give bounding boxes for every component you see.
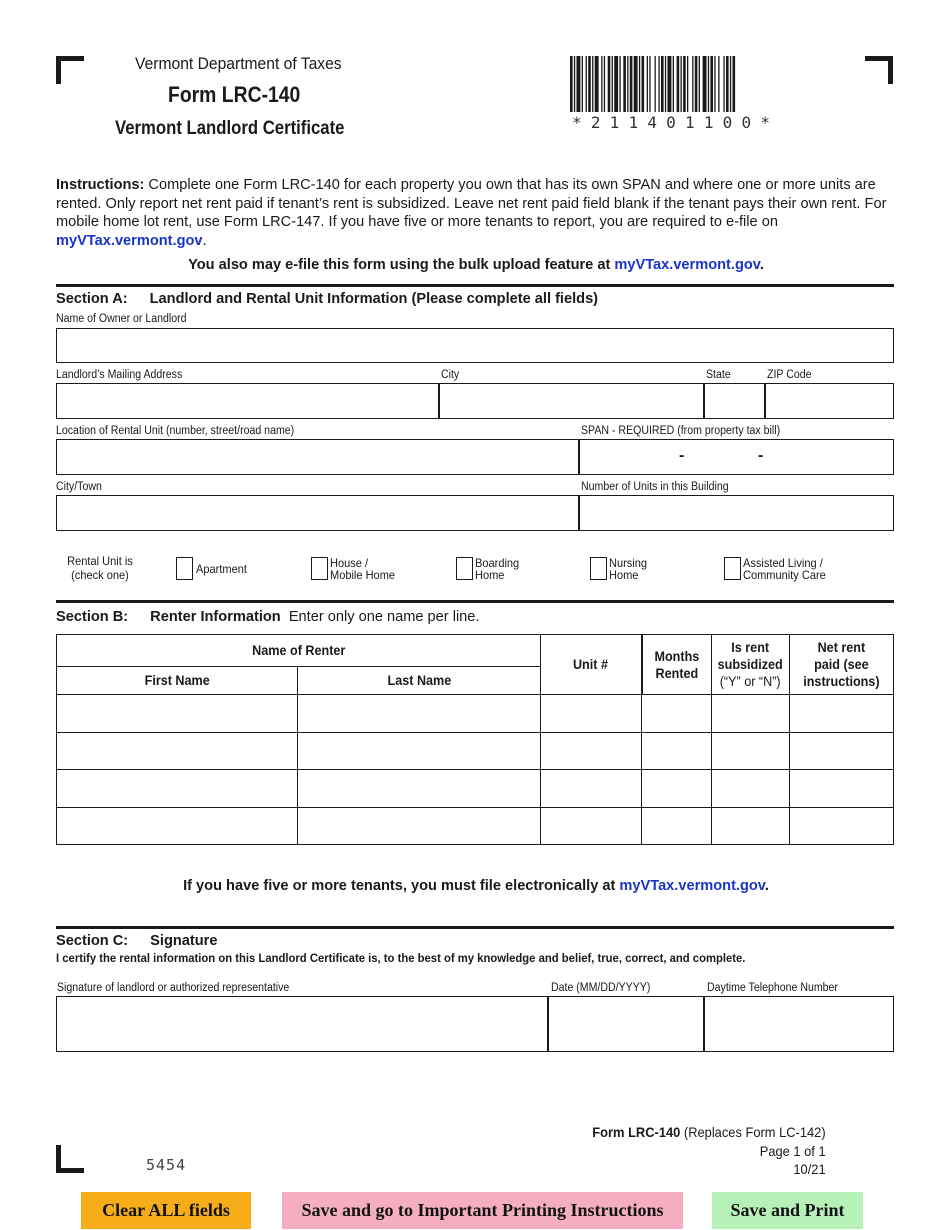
form-code: 5454 — [146, 1156, 187, 1174]
phone-field[interactable] — [706, 998, 892, 1050]
barcode-bar — [592, 56, 593, 112]
first-name-cell[interactable] — [57, 695, 298, 733]
barcode-bar — [595, 56, 599, 112]
house-mobile-home-checkbox[interactable] — [311, 557, 328, 580]
span-separator: - — [758, 447, 764, 464]
instructions — [56, 176, 896, 250]
table-row — [57, 732, 894, 770]
months-rented-cell[interactable] — [642, 732, 712, 770]
signature-label: Signature of landlord or authorized representative — [57, 982, 290, 994]
barcode-bar — [703, 56, 707, 112]
first-name-cell[interactable] — [57, 807, 298, 845]
department-name: Vermont Department of Taxes — [135, 54, 342, 73]
nursing-home-checkbox[interactable] — [590, 557, 607, 580]
footer-form-info — [593, 1123, 826, 1179]
first-name-cell[interactable] — [57, 770, 298, 808]
barcode-bar — [574, 56, 575, 112]
net-rent-cell[interactable] — [790, 807, 894, 845]
table-row — [57, 807, 894, 845]
unit-cell[interactable] — [541, 770, 642, 808]
months-rented-header — [642, 635, 712, 695]
house-label-line1: House / — [330, 556, 369, 570]
barcode-bar — [627, 56, 628, 112]
myvtax-link[interactable]: myVTax.vermont.gov — [614, 257, 760, 273]
barcode-bar — [655, 56, 656, 112]
months-rented-cell[interactable] — [642, 807, 712, 845]
barcode-bar — [577, 56, 581, 112]
instructions-end: . — [202, 232, 207, 249]
months-rented-cell[interactable] — [642, 695, 712, 733]
section-b-heading: Renter Information — [150, 609, 281, 625]
form-title: Vermont Landlord Certificate — [115, 118, 345, 139]
bulk-upload-text: You also may e-file this form using the bulk upload feature at — [188, 257, 615, 273]
barcode-bar — [601, 56, 602, 112]
instructions-text: Complete one Form LRC-140 for each property you own that has its own SPAN and where one or more units are rented. Only report net rent paid if tenant’s rent is subsidized. Leave net rent paid field blank if the tenant pays their own rent. For mobile home lot rent, use Form LRC-147. If you have five or more tenants to report, you are required to e-file on — [56, 177, 887, 230]
barcode-bar — [714, 56, 715, 112]
section-b-divider — [56, 600, 894, 603]
myvtax-link[interactable]: myVTax.vermont.gov — [619, 878, 765, 894]
rental-type-label-line2: (check one) — [71, 568, 129, 582]
barcode-number: *211401100* — [572, 113, 780, 132]
barcode-bar — [639, 56, 640, 112]
assisted-label-line2: Community Care — [743, 568, 826, 582]
signature-field[interactable] — [58, 998, 546, 1050]
net-rent-cell[interactable] — [790, 770, 894, 808]
city-field[interactable] — [441, 385, 702, 417]
barcode-bar — [708, 56, 709, 112]
field-divider — [578, 439, 580, 475]
barcode — [570, 56, 814, 112]
subsidized-cell[interactable] — [712, 732, 790, 770]
footer-form-number: Form LRC-140 — [592, 1124, 681, 1140]
unit-header — [541, 635, 642, 695]
last-name-cell[interactable] — [297, 770, 541, 808]
barcode-bar — [658, 56, 659, 112]
barcode-bar — [726, 56, 729, 112]
barcode-bar — [634, 56, 638, 112]
last-name-header-text: Last Name — [387, 672, 451, 688]
section-c-label: Section C: — [56, 933, 129, 949]
barcode-bar — [710, 56, 713, 112]
barcode-bar — [586, 56, 587, 112]
barcode-bar — [642, 56, 645, 112]
nursing-label-line1: Nursing — [609, 556, 648, 570]
subsidized-cell[interactable] — [712, 695, 790, 733]
corner-mark-top-left — [56, 56, 61, 84]
bulk-upload-end: . — [759, 257, 764, 273]
boarding-home-checkbox[interactable] — [456, 557, 473, 580]
name-of-renter-header — [57, 635, 541, 667]
num-units-field[interactable] — [581, 497, 892, 529]
section-a-label: Section A: — [56, 291, 128, 307]
date-field[interactable] — [550, 998, 702, 1050]
span-field[interactable] — [581, 441, 892, 473]
footer-replaces: (Replaces Form LC-142) — [680, 1124, 826, 1140]
barcode-bar — [649, 56, 650, 112]
last-name-cell[interactable] — [297, 807, 541, 845]
clear-all-fields-button[interactable]: Clear ALL fields — [81, 1192, 251, 1229]
boarding-label-line1: Boarding — [475, 556, 520, 570]
unit-cell[interactable] — [541, 732, 642, 770]
field-divider — [764, 383, 766, 419]
date-label: Date (MM/DD/YYYY) — [551, 982, 651, 994]
owner-name-label: Name of Owner or Landlord — [56, 313, 187, 325]
subsidized-header-line2: subsidized — [717, 656, 784, 672]
first-name-cell[interactable] — [57, 732, 298, 770]
first-name-header — [57, 667, 298, 695]
table-row — [57, 770, 894, 808]
months-header-line2: Rented — [655, 664, 699, 681]
barcode-bar — [608, 56, 611, 112]
subsidized-header-line3: (“Y” or “N”) — [720, 673, 781, 689]
barcode-bar — [588, 56, 591, 112]
barcode-bar — [730, 56, 731, 112]
name-of-renter-text: Name of Renter — [252, 642, 346, 658]
save-and-go-printing-instructions-button[interactable]: Save and go to Important Printing Instructions — [282, 1192, 683, 1229]
barcode-bar — [623, 56, 626, 112]
apartment-checkbox[interactable] — [176, 557, 193, 580]
certification-statement: I certify the rental information on this Landlord Certificate is, to the best of my knowledge and belief, true, correct, and complete. — [56, 951, 746, 965]
section-c-title — [56, 933, 217, 949]
corner-mark-top-right — [888, 56, 893, 84]
five-tenants-end: . — [764, 878, 769, 894]
state-label: State — [706, 369, 731, 381]
section-a-divider — [56, 284, 894, 287]
field-divider — [703, 996, 705, 1052]
table-row — [57, 695, 894, 733]
last-name-header — [297, 667, 541, 695]
form-number: Form LRC-140 — [168, 82, 301, 107]
subsidized-cell[interactable] — [712, 770, 790, 808]
state-field[interactable] — [706, 385, 763, 417]
barcode-bar — [718, 56, 719, 112]
rental-location-label: Location of Rental Unit (number, street/road name) — [56, 425, 295, 437]
apartment-label — [196, 563, 247, 575]
renter-table — [56, 634, 894, 845]
barcode-bar — [661, 56, 664, 112]
barcode-bar — [699, 56, 700, 112]
five-tenants-text: If you have five or more tenants, you must file electronically at — [183, 878, 620, 894]
months-rented-cell[interactable] — [642, 770, 712, 808]
barcode-bar — [647, 56, 648, 112]
bulk-upload-notice — [56, 257, 896, 273]
field-divider — [547, 996, 549, 1052]
five-tenants-notice — [56, 878, 896, 894]
field-divider — [438, 383, 440, 419]
section-c-heading: Signature — [150, 933, 218, 949]
city-town-label: City/Town — [56, 481, 102, 493]
field-divider — [578, 495, 580, 531]
barcode-bar — [687, 56, 688, 112]
unit-header-text: Unit # — [573, 656, 609, 672]
house-label-line2: Mobile Home — [330, 568, 396, 582]
mailing-address-label: Landlord’s Mailing Address — [56, 369, 183, 381]
zip-label: ZIP Code — [767, 369, 812, 381]
myvtax-link[interactable]: myVTax.vermont.gov — [56, 232, 203, 249]
footer-page: Page 1 of 1 — [760, 1142, 826, 1159]
barcode-bar — [619, 56, 620, 112]
section-a-heading: Landlord and Rental Unit Information (Please complete all fields) — [149, 291, 599, 307]
barcode-bar — [723, 56, 724, 112]
barcode-bar — [582, 56, 583, 112]
last-name-cell[interactable] — [297, 732, 541, 770]
assisted-living-checkbox[interactable] — [724, 557, 741, 580]
first-name-header-text: First Name — [144, 672, 210, 688]
subsidized-header — [712, 635, 790, 695]
barcode-bar — [668, 56, 672, 112]
instructions-label: Instructions: — [56, 177, 145, 193]
section-a-title — [56, 291, 598, 307]
barcode-bar — [677, 56, 680, 112]
barcode-bar — [673, 56, 674, 112]
barcode-bar — [612, 56, 613, 112]
section-b-label: Section B: — [56, 609, 129, 625]
rental-type-label — [65, 554, 135, 582]
house-mobile-home-label — [330, 557, 395, 581]
num-units-label: Number of Units in this Building — [581, 481, 729, 493]
assisted-label-line1: Assisted Living / — [743, 556, 823, 570]
boarding-home-label — [475, 557, 519, 581]
barcode-bar — [630, 56, 633, 112]
net-rent-header-line1: Net rent — [817, 639, 866, 655]
barcode-bar — [692, 56, 693, 112]
net-rent-cell[interactable] — [790, 695, 894, 733]
boarding-label-line2: Home — [475, 568, 505, 582]
barcode-bar — [695, 56, 698, 112]
footer-revision: 10/21 — [793, 1161, 826, 1177]
net-rent-header — [790, 635, 894, 695]
barcode-bar — [681, 56, 682, 112]
unit-cell[interactable] — [541, 695, 642, 733]
section-b-subtitle: Enter only one name per line. — [288, 609, 480, 625]
barcode-bar — [570, 56, 573, 112]
subsidized-cell[interactable] — [712, 807, 790, 845]
last-name-cell[interactable] — [297, 695, 541, 733]
phone-label: Daytime Telephone Number — [707, 982, 838, 994]
corner-mark-bottom-left — [56, 1168, 84, 1173]
net-rent-header-line2: paid (see — [814, 656, 869, 672]
section-b-title — [56, 609, 479, 625]
subsidized-header-line1: Is rent — [731, 639, 770, 655]
unit-cell[interactable] — [541, 807, 642, 845]
city-town-field[interactable] — [58, 497, 576, 529]
net-rent-header-line3: instructions) — [803, 673, 880, 689]
mailing-address-field[interactable] — [58, 385, 437, 417]
city-label: City — [441, 369, 460, 381]
zip-field[interactable] — [767, 385, 892, 417]
owner-name-field[interactable] — [56, 328, 894, 363]
rental-type-label-line1: Rental Unit is — [67, 554, 133, 568]
months-header-line1: Months — [654, 647, 700, 664]
net-rent-cell[interactable] — [790, 732, 894, 770]
span-separator: - — [679, 447, 685, 464]
field-divider — [703, 383, 705, 419]
section-c-divider — [56, 926, 894, 929]
rental-location-field[interactable] — [58, 441, 576, 473]
nursing-label-line2: Home — [609, 568, 639, 582]
barcode-bar — [614, 56, 618, 112]
save-and-print-button[interactable]: Save and Print — [712, 1192, 863, 1229]
nursing-home-label — [609, 557, 647, 581]
apartment-label-line1: Apartment — [196, 562, 247, 576]
barcode-bar — [665, 56, 666, 112]
barcode-bar — [733, 56, 736, 112]
span-label: SPAN - REQUIRED (from property tax bill) — [581, 425, 781, 437]
barcode-bar — [604, 56, 605, 112]
barcode-bar — [683, 56, 686, 112]
assisted-living-label — [743, 557, 826, 581]
